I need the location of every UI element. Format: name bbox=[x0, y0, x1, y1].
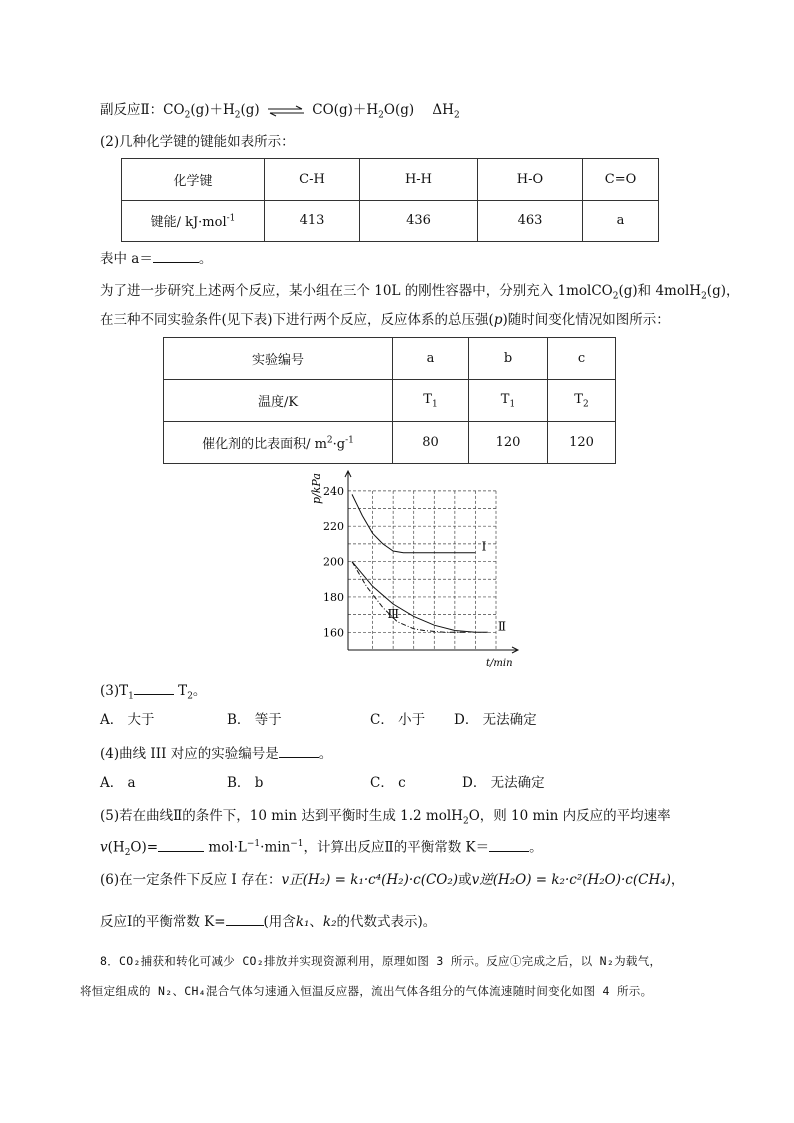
chart-curve-labels bbox=[387, 540, 505, 634]
chart-y-label: p/kPa bbox=[310, 473, 323, 504]
q2-answer: 表中 a＝ 。 bbox=[100, 248, 212, 269]
q4-option-b[interactable]: B． b bbox=[227, 775, 264, 791]
equilibrium-arrow-icon bbox=[266, 105, 306, 117]
chart-y-ticks bbox=[323, 485, 344, 639]
chart-x-label: t/min bbox=[486, 658, 513, 669]
y-tick-label: 220 bbox=[323, 520, 344, 534]
curve-label: Ⅰ bbox=[481, 539, 487, 554]
pressure-time-chart bbox=[300, 464, 530, 674]
q4-option-a[interactable]: A． a bbox=[100, 775, 136, 791]
q4-question: (4)曲线 III 对应的实验编号是 。 bbox=[100, 743, 332, 764]
experiment-table bbox=[163, 337, 616, 464]
table-row: 催化剂的比表面积/ $m^2\cdot g^{-1}$ 80 120 120 bbox=[164, 422, 616, 464]
answer-blank[interactable] bbox=[153, 248, 199, 263]
intro-line-2: 在三种不同实验条件(见下表)下进行两个反应，反应体系的总压强(p)随时间变化情况如图所示： bbox=[100, 312, 670, 328]
y-tick-label: 160 bbox=[323, 626, 344, 640]
q3-option-b[interactable]: B． 等于 bbox=[227, 712, 282, 728]
bond-energy-table bbox=[121, 158, 659, 242]
q8-line-1: 8．CO₂捕获和转化可减少 CO₂排放并实现资源利用，原理如图 3 所示。反应①完成之后，以 N₂为载气， bbox=[100, 954, 662, 968]
answer-blank[interactable] bbox=[158, 837, 204, 852]
chart-grid bbox=[348, 491, 496, 650]
q2-intro: (2)几种化学键的键能如表所示： bbox=[100, 134, 295, 150]
y-tick-label: 200 bbox=[323, 555, 344, 569]
q5-line-2: $v(H_2O)= mol\cdot L^{-1}\cdot\min^{-1}$，计算出反应Ⅱ的平衡常数 K＝ 。 bbox=[100, 834, 543, 863]
q3-option-a[interactable]: A． 大于 bbox=[100, 712, 155, 728]
curve-label: Ⅲ bbox=[387, 606, 400, 621]
q3-question: $(3)T_1$ $T_2$。 bbox=[100, 680, 206, 707]
table-row: 实验编号 a b c bbox=[164, 338, 616, 380]
intro-line-1: 为了进一步研究上述两个反应，某小组在三个 10L 的刚性容器中，分别充入 1molCO$_2$(g)和 4molH$_2$(g)， bbox=[100, 283, 740, 302]
y-tick-label: 240 bbox=[323, 484, 344, 498]
rate-equation-reverse: v逆(H₂O) = k₂·c²(H₂O)·c(CH₄) bbox=[471, 872, 671, 888]
answer-blank[interactable] bbox=[134, 680, 174, 695]
answer-blank[interactable] bbox=[279, 743, 319, 758]
table-row: 键能/ kJ·mol$^{-1}$ 413 436 463 a bbox=[122, 200, 659, 242]
table-row: 温度/K $T_1$ $T_1$ $T_2$ bbox=[164, 380, 616, 422]
table-row: 化学键 C-H H-H H-O C=O bbox=[122, 159, 659, 201]
side-reaction-equation: 副反应Ⅱ：$CO_2(g)+H_2(g)$ $CO(g)+H_2O(g)$ $\Delta H_2$ bbox=[100, 102, 460, 121]
rate-equation-forward: v正(H₂) = k₁·c⁴(H₂)·c(CO₂) bbox=[281, 872, 459, 888]
q6-line-2: 反应Ⅰ的平衡常数 K= (用含k₁、k₂的代数式表示)。 bbox=[100, 911, 436, 932]
chart-axes bbox=[345, 471, 518, 653]
y-tick-label: 180 bbox=[323, 590, 344, 604]
q3-option-d[interactable]: D． 无法确定 bbox=[454, 712, 537, 728]
q3-option-c[interactable]: C． 小于 bbox=[370, 712, 426, 728]
curve-label: Ⅱ bbox=[497, 619, 506, 634]
q6-line-1: (6)在一定条件下反应 I 存在：v正(H₂) = k₁·c⁴(H₂)·c(CO₂)或v逆(H₂O) = k₂·c²(H₂O)·c(CH₄)， bbox=[100, 872, 685, 888]
q5-line-1: (5)若在曲线Ⅱ的条件下，10 min 达到平衡时生成 1.2 molH$_2$O，则 10 min 内反应的平均速率 bbox=[100, 808, 671, 827]
q4-option-d[interactable]: D． 无法确定 bbox=[462, 775, 545, 791]
answer-blank[interactable] bbox=[226, 911, 264, 926]
q4-option-c[interactable]: C． c bbox=[370, 775, 406, 791]
answer-blank[interactable] bbox=[489, 837, 529, 852]
q8-line-2: 将恒定组成的 N₂、CH₄混合气体匀速通入恒温反应器，流出气体各组分的气体流速随时间变化如图 4 所示。 bbox=[80, 984, 653, 998]
